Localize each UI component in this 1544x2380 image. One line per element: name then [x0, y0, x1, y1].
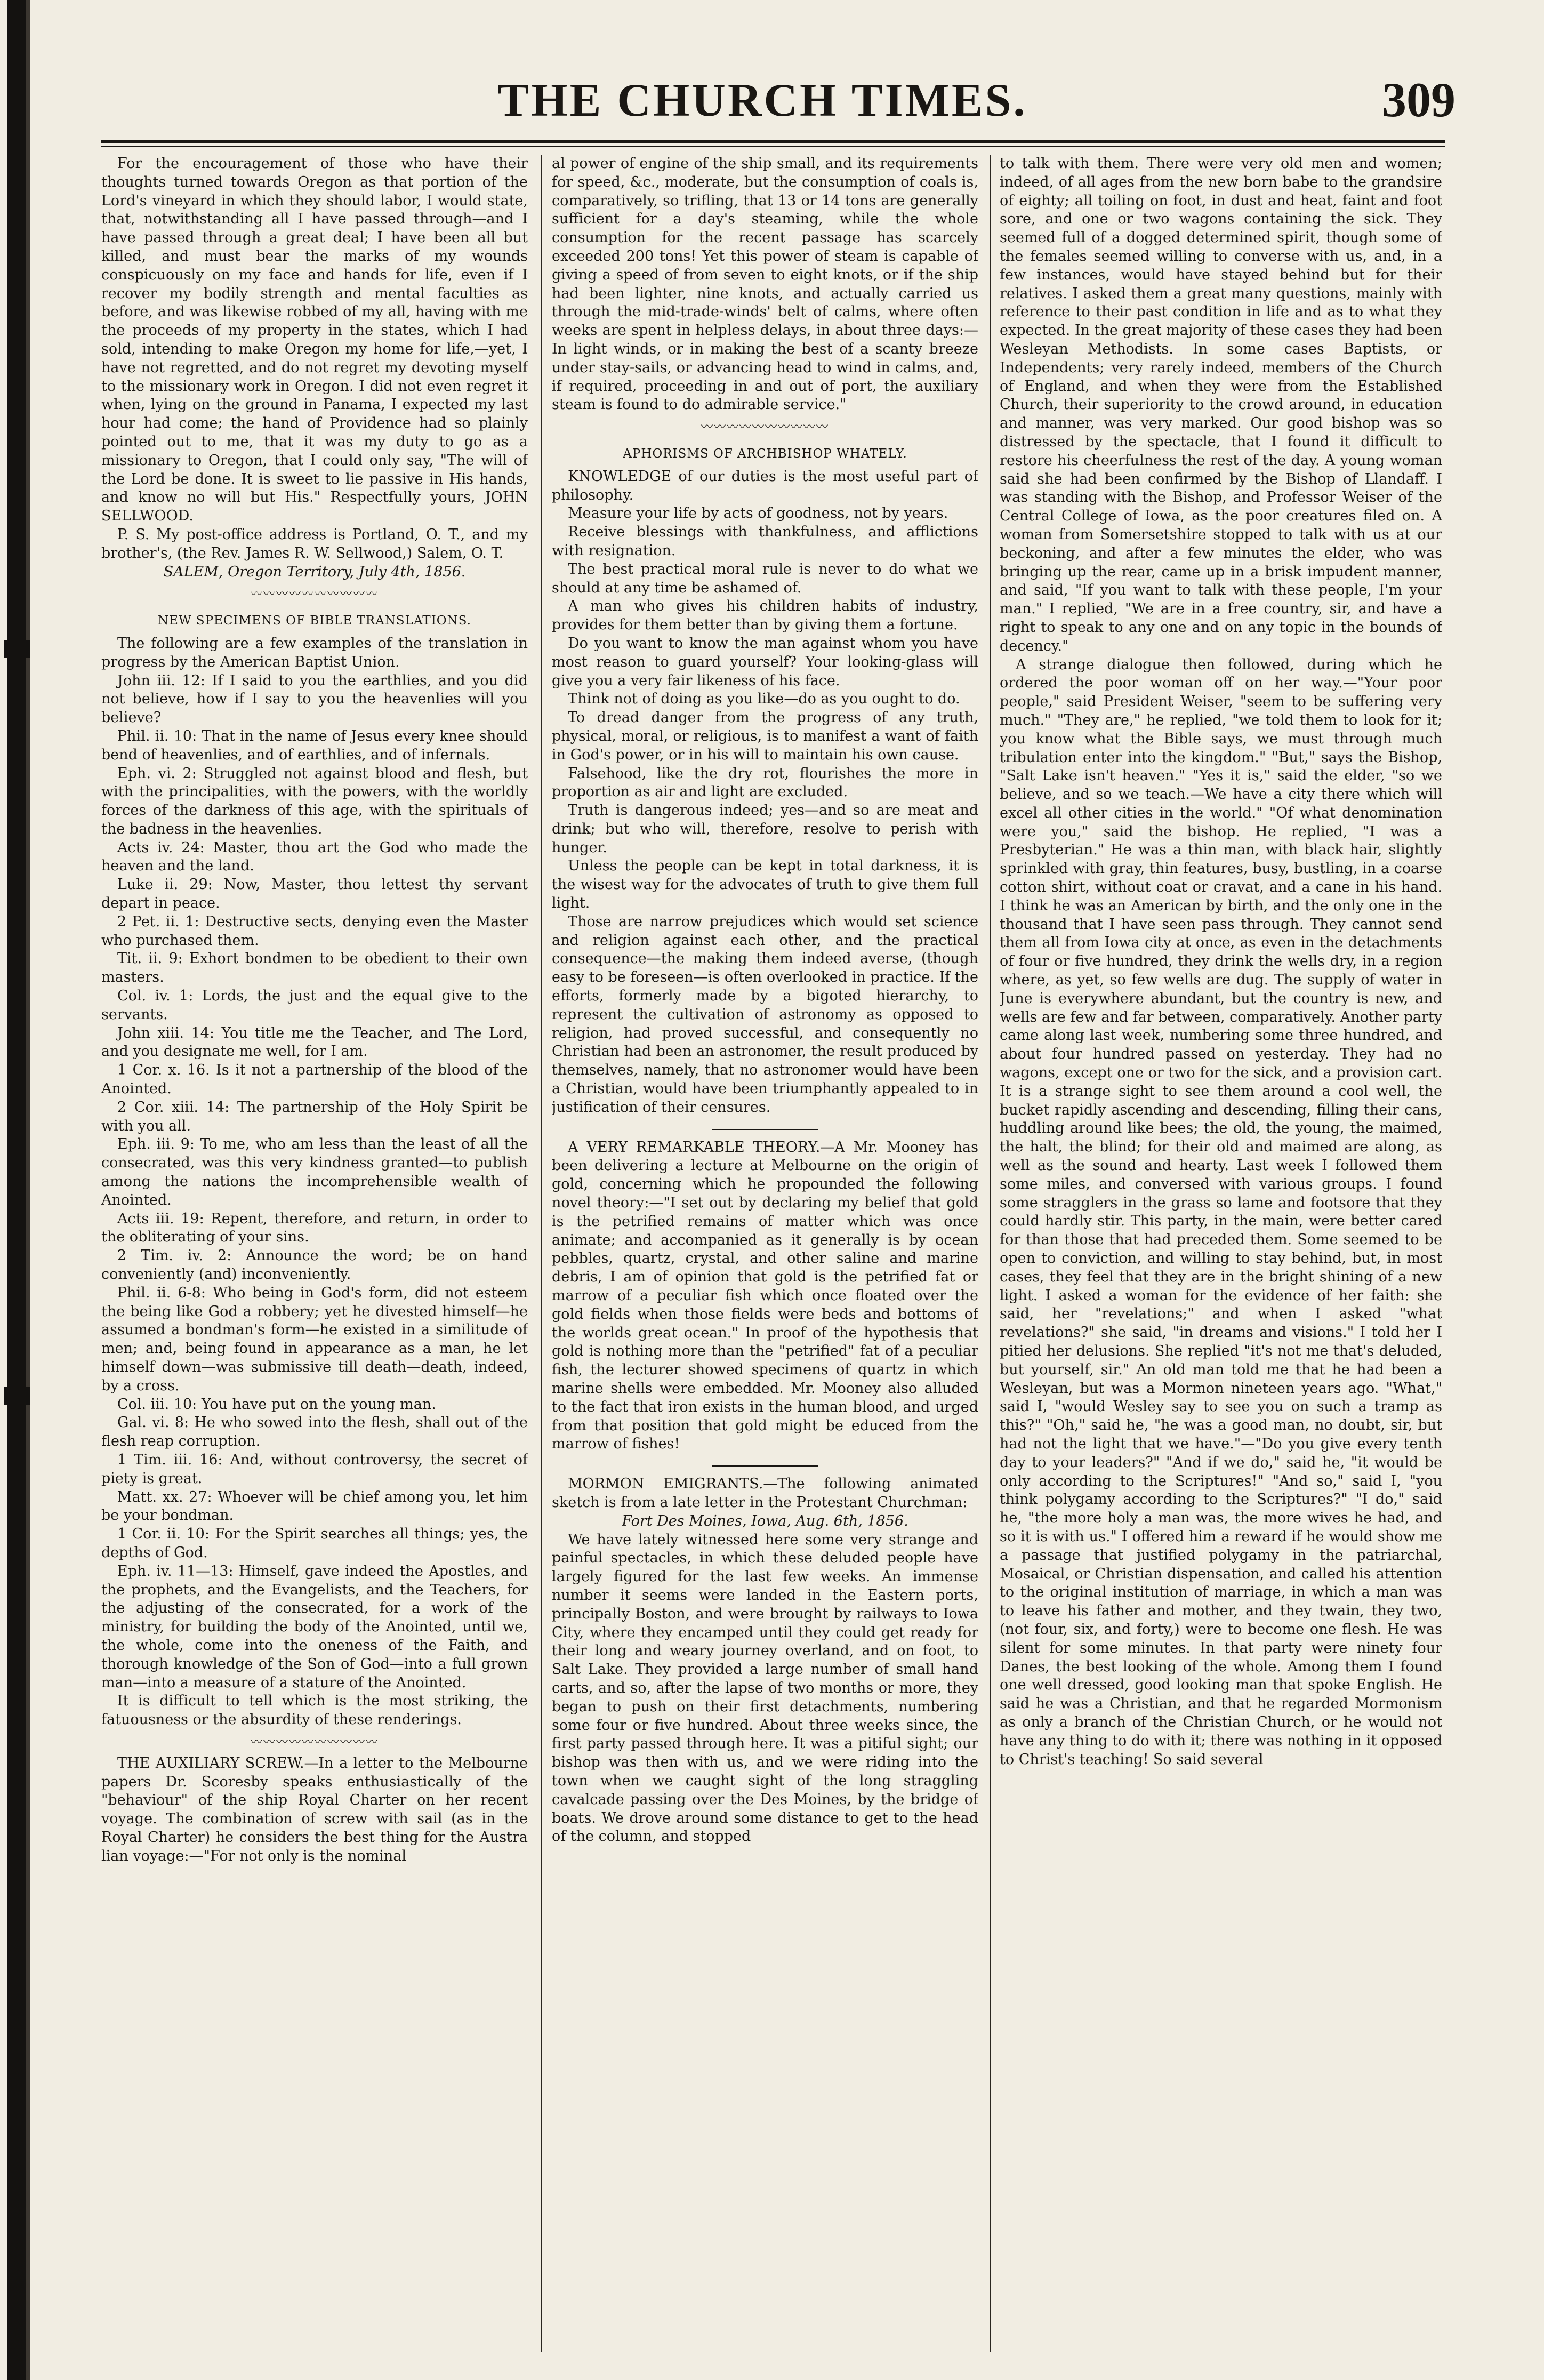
- mormon-emigrants-article: We have lately witnessed here some very strange and painful spectacles, in which these deluded people have largely figured for the last few weeks. An immense number it seems were landed in the Eastern ports, principally Boston, and were brought by railways to Iowa City, where they encamped until they could get ready for their long and weary journey overland, and on foot, to Salt Lake. They provided a large number of small hand carts, and so, after the lapse of two months or more, they began to push on their first detachments, numbering some four or five hundred. About three weeks since, the first party passed through here. It was a pitiful sight; our bishop was then with us, and we were riding into the town when we caught sight of the long straggling cavalcade passing over the Des Moines, by the bridge of boats. We drove around some distance to get to the head of the column, and stopped: [552, 1531, 978, 1845]
- bible-item: Gal. vi. 8: He who sowed into the flesh, shall out of the flesh reap corruption.: [101, 1414, 528, 1450]
- newspaper-title: THE CHURCH TIMES.: [497, 75, 1027, 126]
- aphorism: To dread danger from the progress of any truth, physical, moral, or religious, is to manifest a want of faith in God's power, or in his will to maintain his own cause.: [552, 709, 978, 763]
- aphorisms-heading: APHORISMS OF ARCHBISHOP WHATELY.: [623, 446, 907, 461]
- column-2: [552, 155, 978, 2352]
- aphorism: A man who gives his children habits of industry, provides for them better than by giving them a fortune.: [552, 598, 978, 634]
- column-3: [1000, 155, 1442, 2352]
- section-separator: 〰〰〰〰〰〰〰〰〰〰: [250, 1735, 379, 1749]
- bible-translations-heading: NEW SPECIMENS OF BIBLE TRANSLATIONS.: [158, 614, 471, 628]
- mormon-dialogue: A strange dialogue then followed, during which he ordered the poor woman off on her way.—"Your poor people," said President Weiser, "seem to be suffering very much." "They are," he replied, "we told them to look for it; you know what the Bible says, we must through much tribulation enter into the kingdom." "But," says the Bishop, "Salt Lake isn't heaven." "Yes it is," said the elder, "so we believe, and so we teach.—We have a city there which will excel all other cities in the world." "Of what denomination were you," said the bishop. He replied, "I was a Presbyterian." He was a thin man, with black hair, slightly sprinkled with gray, thin features, busy, bustling, in a coarse cotton shirt, without coat or cravat, and a cane in his hand. I think he was an American by birth, and the only one in the thousand that I have seen pass through. They cannot send them all from Iowa city at once, as even in the detachments of four or five hundred, they drink the wells dry, in a region where, as yet, so few wells are dug. The supply of water in June is everywhere abundant, but the country is new, and wells are few and far between, comparatively. Another party came along last week, numbering some three hundred, and about four hundred passed on yesterday. They had no wagons, except one or two for the sick, and a provision cart. It is a strange sight to see them around a cool well, the bucket rapidly ascending and descending, filling their cans, huddling around like bees; the old, the young, the maimed, the halt, the blind; for their old and maimed are along, as well as the sound and hearty. Last week I followed them some miles, and conversed with various groups. I found some stragglers in the grass so lame and footsore that they could hardly stir. This party, in the main, were better cared for than those that had preceded them. Some seemed to be open to conviction, and willing to stay behind, but, in most cases, they feel that they are in the bright shining of a new light. I asked a woman for the evidence of her faith: she said, her "revelations;" and when I asked "what revelations?" she said, "in dreams and visions." I told her I pitied her delusions. She replied "it's not me that's deluded, but yourself, sir." An old man told me that he had been a Wesleyan, but was a Mormon nineteen years ago. "What," said I, "would Wesley say to see you on such a tramp as this?" "Oh," said he, "he was a good man, no doubt, sir, but had not the light that we have."—"Do you give every tenth day to your leaders?" "And if we do," said he, "it would be only according to the Scriptures!" "And so," said I, "you think polygamy according to the Scriptures?" "I do," said he, "the more holy a man was, the more wives he had, and so it is with us." I offered him a reward if he would show me a passage that justified polygamy in the patriarchal, Mosaical, or Christian dispensation, and called his attention to the original institution of marriage, in which a man was to leave his father and mother, and they twain, they two, (not four, six, and forty,) were to become one flesh. He was silent for some minutes. In that party were ninety four Danes, the best looking of the whole. Among them I found one well dressed, good looking man that spoke English. He said he was a Christian, and that he regarded Mormonism as only a branch of the Christian Church, or he would not have any thing to do with it; there was nothing in it opposed to Christ's teaching! So said several: [1000, 656, 1442, 1768]
- oregon-dateline: SALEM, Oregon Territory, July 4th, 1856.: [163, 563, 466, 580]
- aphorism: Unless the people can be kept in total darkness, it is the wisest way for the advocates of truth to give them full light.: [552, 858, 978, 912]
- aphorism: Those are narrow prejudices which would set science and religion against each other, and the practical consequence—the making them indeed averse, (though easy to be foreseen—is often overlooked in practice. If the efforts, formerly made by a bigoted hierarchy, to represent the cultivation of astronomy as opposed to religion, had proved successful, and consequently no Christian had been an astronomer, the result produced by themselves, namely, that no astronomer would have been a Christian, would have been triumphantly appealed to in justification of their censures.: [552, 913, 978, 1116]
- aphorism: Do you want to know the man against whom you have most reason to guard yourself? Your looking-glass will give you a very fair likeness of his face.: [552, 635, 978, 689]
- oregon-postscript: P. S. My post-office address is Portland, O. T., and my brother's, (the Rev. James R. W. Sellwood,) Salem, O. T.: [101, 526, 528, 562]
- binding-notch: [4, 1387, 30, 1405]
- aphorism: KNOWLEDGE of our duties is the most useful part of philosophy.: [552, 468, 978, 503]
- bible-item: 2 Pet. ii. 1: Destructive sects, denying even the Master who purchased them.: [101, 913, 528, 949]
- bible-item: Tit. ii. 9: Exhort bondmen to be obedient to their own masters.: [101, 950, 528, 986]
- auxiliary-screw-continued: al power of engine of the ship small, and its requirements for speed, &c., moderate, but the consumption of coals is, comparatively, so trifling, that 13 or 14 tons are generally sufficient for a day's steaming, while the whole consumption for the recent passage has scarcely exceeded 200 tons! Yet this power of steam is capable of giving a speed of from seven to eight knots, or if the ship had been lighter, nine knots, and actually carried us through the mid-trade-winds' belt of calms, where often weeks are spent in helpless delays, in about three days:—In light winds, or in making the best of a scanty breeze under stay-sails, or advancing head to wind in calms, and, if required, proceeding in and out of port, the auxiliary steam is found to do admirable service.": [552, 155, 978, 413]
- column-rule: [541, 155, 542, 2352]
- bible-item: 2 Tim. iv. 2: Announce the word; be on hand conveniently (and) inconveniently.: [101, 1247, 528, 1283]
- bible-item: Col. iv. 1: Lords, the just and the equal give to the servants.: [101, 988, 528, 1023]
- bible-item: 2 Cor. xiii. 14: The partnership of the Holy Spirit be with you all.: [101, 1099, 528, 1134]
- mormon-dateline: Fort Des Moines, Iowa, Aug. 6th, 1856.: [622, 1512, 908, 1529]
- section-rule: [712, 1129, 818, 1130]
- bible-item: John iii. 12: If I said to you the earthlies, and you did not believe, how if I say to you the heavenlies will you believe?: [101, 672, 528, 726]
- aphorism: Receive blessings with thankfulness, and afflictions with resignation.: [552, 524, 978, 559]
- bible-item: Phil. ii. 10: That in the name of Jesus every knee should bend of heavenlies, and of earthlies, and of infernals.: [101, 727, 528, 763]
- binding-shadow: [26, 0, 30, 2380]
- header-rule: [101, 140, 1445, 143]
- bible-item: John xiii. 14: You title me the Teacher, and The Lord, and you designate me well, for I am.: [101, 1024, 528, 1060]
- binding-edge: [7, 0, 26, 2380]
- binding-notch: [4, 640, 30, 658]
- bible-item: 1 Tim. iii. 16: And, without controversy, the secret of piety is great.: [101, 1451, 528, 1487]
- bible-item: Acts iii. 19: Repent, therefore, and return, in order to the obliterating of your sins.: [101, 1210, 528, 1246]
- oregon-letter: For the encouragement of those who have their thoughts turned towards Oregon as that portion of the Lord's vineyard in which they should labor, I would state, that, notwithstanding all I have passed through—and I have passed through a great deal; I have been all but killed, and must bear the marks of my wounds conspicuously on my face and hands for life, even if I recover my bodily strength and mental faculties as before, and was likewise robbed of my all, having with me the proceeds of my property in the states, which I had sold, intending to make Oregon my home for life,—yet, I have not regretted, and do not regret my devoting myself to the missionary work in Oregon. I did not even regret it when, lying on the ground in Panama, I expected my last hour had come; the hand of Providence had so plainly pointed out to me, that it was my duty to go as a missionary to Oregon, that I could only say, "The will of the Lord be done. It is sweet to lie passive in His hands, and know no will but His." Respectfully yours, JOHN SELLWOOD.: [101, 155, 528, 525]
- aphorism: Think not of doing as you like—do as you ought to do.: [568, 691, 960, 708]
- bible-intro: The following are a few examples of the translation in progress by the American Baptist Union.: [101, 635, 528, 670]
- remarkable-theory-article: A VERY REMARKABLE THEORY.—A Mr. Mooney has been delivering a lecture at Melbourne on the origin of gold, concerning which he propounded the following novel theory:—"I set out by declaring my belief that gold is the petrified remains of matter which was once animate; and accompanied as it generally is by ocean pebbles, quartz, crystal, and other saline and marine debris, I am of opinion that gold is the petrified fat or marrow of a peculiar fish which once floated over the gold fields when those fields were beds and bottoms of the worlds great ocean." In proof of the hypothesis that gold is nothing more than the "petrified" fat of a peculiar fish, the lecturer showed specimens of quartz in which marine shells were embedded. Mr. Mooney also alluded to the fact that iron exists in the human blood, and urged from that position that gold might be educed from the marrow of fishes!: [552, 1139, 978, 1453]
- bible-item: Eph. iv. 11—13: Himself, gave indeed the Apostles, and the prophets, and the Evangelists, and the Teachers, for the adjusting of the consecrated, for a work of the ministry, for building the body of the Anointed, until we, the whole, come into the oneness of the Faith, and thorough knowledge of the Son of God—into a full grown man—into a measure of a stature of the Anointed.: [101, 1562, 528, 1691]
- section-rule: [712, 1465, 818, 1467]
- section-separator: 〰〰〰〰〰〰〰〰〰〰: [250, 588, 379, 602]
- bible-closing: It is difficult to tell which is the most striking, the fatuousness or the absurdity of these renderings.: [101, 1693, 528, 1728]
- column-1: [101, 155, 528, 2352]
- mormon-emigrants-intro: MORMON EMIGRANTS.—The following animated sketch is from a late letter in the Protestant Churchman:: [552, 1476, 978, 1511]
- column-rule: [990, 155, 991, 2352]
- section-separator: 〰〰〰〰〰〰〰〰〰〰: [701, 421, 829, 435]
- aphorism: Falsehood, like the dry rot, flourishes the more in proportion as air and light are excluded.: [552, 765, 978, 800]
- header-rule-thin: [101, 146, 1445, 147]
- bible-item: Acts iv. 24: Master, thou art the God who made the heaven and the land.: [101, 839, 528, 875]
- page-number: 309: [1382, 73, 1455, 127]
- bible-item: Eph. vi. 2: Struggled not against blood and flesh, but with the principalities, with the powers, with the worldly forces of the darkness of this age, with the spirituals of the badness in the heavenlies.: [101, 765, 528, 837]
- aphorism: Measure your life by acts of goodness, not by years.: [568, 505, 948, 522]
- aphorism: Truth is dangerous indeed; yes—and so are meat and drink; but who will, therefore, resolve to perish with hunger.: [552, 802, 978, 856]
- bible-item: 1 Cor. x. 16. Is it not a partnership of the blood of the Anointed.: [101, 1062, 528, 1097]
- aphorism: The best practical moral rule is never to do what we should at any time be ashamed of.: [552, 560, 978, 596]
- bible-item: Matt. xx. 27: Whoever will be chief among you, let him be your bondman.: [101, 1488, 528, 1524]
- bible-item: Phil. ii. 6-8: Who being in God's form, did not esteem the being like God a robbery; yet he divested himself—he assumed a bondman's form—he existed in a similitude of men; and, being found in appearance as a man, he let himself down—was submissive till death—death, indeed, by a cross.: [101, 1284, 528, 1394]
- bible-item: Luke ii. 29: Now, Master, thou lettest thy servant depart in peace.: [101, 876, 528, 912]
- auxiliary-screw-article: THE AUXILIARY SCREW.—In a letter to the Melbourne papers Dr. Scoresby speaks enthusiastically of the "behaviour" of the ship Royal Charter on her recent voyage. The combination of screw with sail (as in the Royal Charter) he considers the best thing for the Austra lian voyage:—"For not only is the nominal: [101, 1754, 528, 1864]
- bible-item: Col. iii. 10: You have put on the young man.: [117, 1396, 436, 1413]
- mormon-emigrants-continued: to talk with them. There were very old men and women; indeed, of all ages from the new born babe to the grandsire of eighty; all toiling on foot, in dust and heat, faint and foot sore, and one or two wagons containing the sick. They seemed full of a dogged determined spirit, though some of the females seemed willing to converse with us, and, in a few instances, would have stayed behind but for their relatives. I asked them a great many questions, mainly with reference to their past condition in life and as to what they expected. In the great majority of these cases they had been Wesleyan Methodists. In some cases Baptists, or Independents; very rarely indeed, members of the Church of England, and when they were from the Established Church, their superiority to the crowd around, in education and manner, was very marked. Our good bishop was so distressed by the spectacle, that I found it difficult to restore his cheerfulness the rest of the day. A young woman said she had been confirmed by the Bishop of Llandaff. I was standing with the Bishop, and Professor Weiser of the Central College of Iowa, as the poor creatures filed on. A woman from Somersetshire stopped to talk with us at our beckoning, and after a few minutes the elder, who was bringing up the rear, came up in a brisk impudent manner, and said, "If you want to talk with these people, I'm your man." I replied, "We are in a free country, sir, and have a right to speak to any one and on any topic in the bounds of decency.": [1000, 155, 1442, 654]
- bible-item: 1 Cor. ii. 10: For the Spirit searches all things; yes, the depths of God.: [101, 1526, 528, 1561]
- bible-item: Eph. iii. 9: To me, who am less than the least of all the consecrated, was this very kindness granted—to publish among the nations the incomprehensible wealth of Anointed.: [101, 1136, 528, 1208]
- masthead: [80, 64, 1455, 144]
